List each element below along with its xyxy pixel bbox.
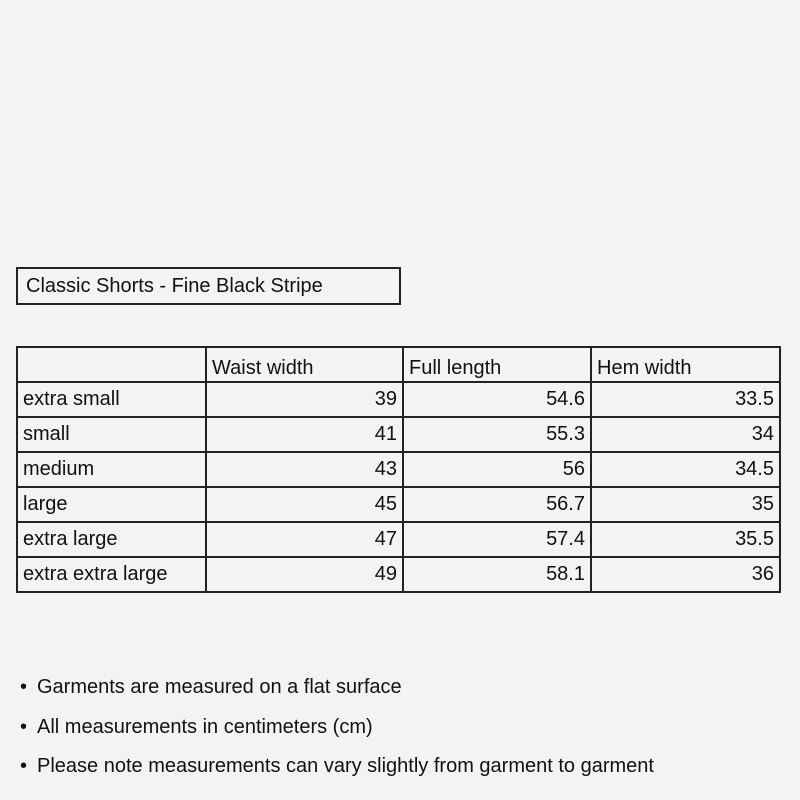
hem-value: 35.5 (591, 522, 780, 557)
hem-value: 34 (591, 417, 780, 452)
list-item (20, 708, 654, 748)
table-row (17, 417, 780, 452)
note-text: Please note measurements can vary slightly from garment to garment (37, 755, 654, 777)
measurement-notes (20, 668, 654, 787)
size-label: extra extra large (17, 557, 206, 592)
header-size (17, 347, 206, 382)
length-value: 57.4 (403, 522, 591, 557)
size-label: extra large (17, 522, 206, 557)
list-item (20, 747, 654, 787)
header-full-length: Full length (403, 347, 591, 382)
hem-value: 35 (591, 487, 780, 522)
size-label: small (17, 417, 206, 452)
length-value: 58.1 (403, 557, 591, 592)
header-hem-width: Hem width (591, 347, 780, 382)
size-label: extra small (17, 382, 206, 417)
waist-value: 47 (206, 522, 403, 557)
header-waist-width: Waist width (206, 347, 403, 382)
size-label: large (17, 487, 206, 522)
waist-value: 49 (206, 557, 403, 592)
hem-value: 36 (591, 557, 780, 592)
bullet-icon: • (20, 755, 28, 777)
note-text: Garments are measured on a flat surface (37, 676, 402, 698)
table-row (17, 452, 780, 487)
waist-value: 41 (206, 417, 403, 452)
length-value: 55.3 (403, 417, 591, 452)
note-text: All measurements in centimeters (cm) (37, 715, 373, 738)
product-title: Classic Shorts - Fine Black Stripe (16, 267, 401, 305)
length-value: 54.6 (403, 382, 591, 417)
table-row (17, 382, 780, 417)
list-item (20, 668, 654, 708)
size-chart-table (16, 346, 781, 593)
waist-value: 45 (206, 487, 403, 522)
size-label: medium (17, 452, 206, 487)
length-value: 56 (403, 452, 591, 487)
waist-value: 43 (206, 452, 403, 487)
waist-value: 39 (206, 382, 403, 417)
bullet-icon: • (20, 676, 28, 698)
hem-value: 34.5 (591, 452, 780, 487)
table-header-row (17, 347, 780, 382)
table-row (17, 487, 780, 522)
bullet-icon: • (20, 715, 28, 738)
hem-value: 33.5 (591, 382, 780, 417)
length-value: 56.7 (403, 487, 591, 522)
table-row (17, 522, 780, 557)
table-row (17, 557, 780, 592)
